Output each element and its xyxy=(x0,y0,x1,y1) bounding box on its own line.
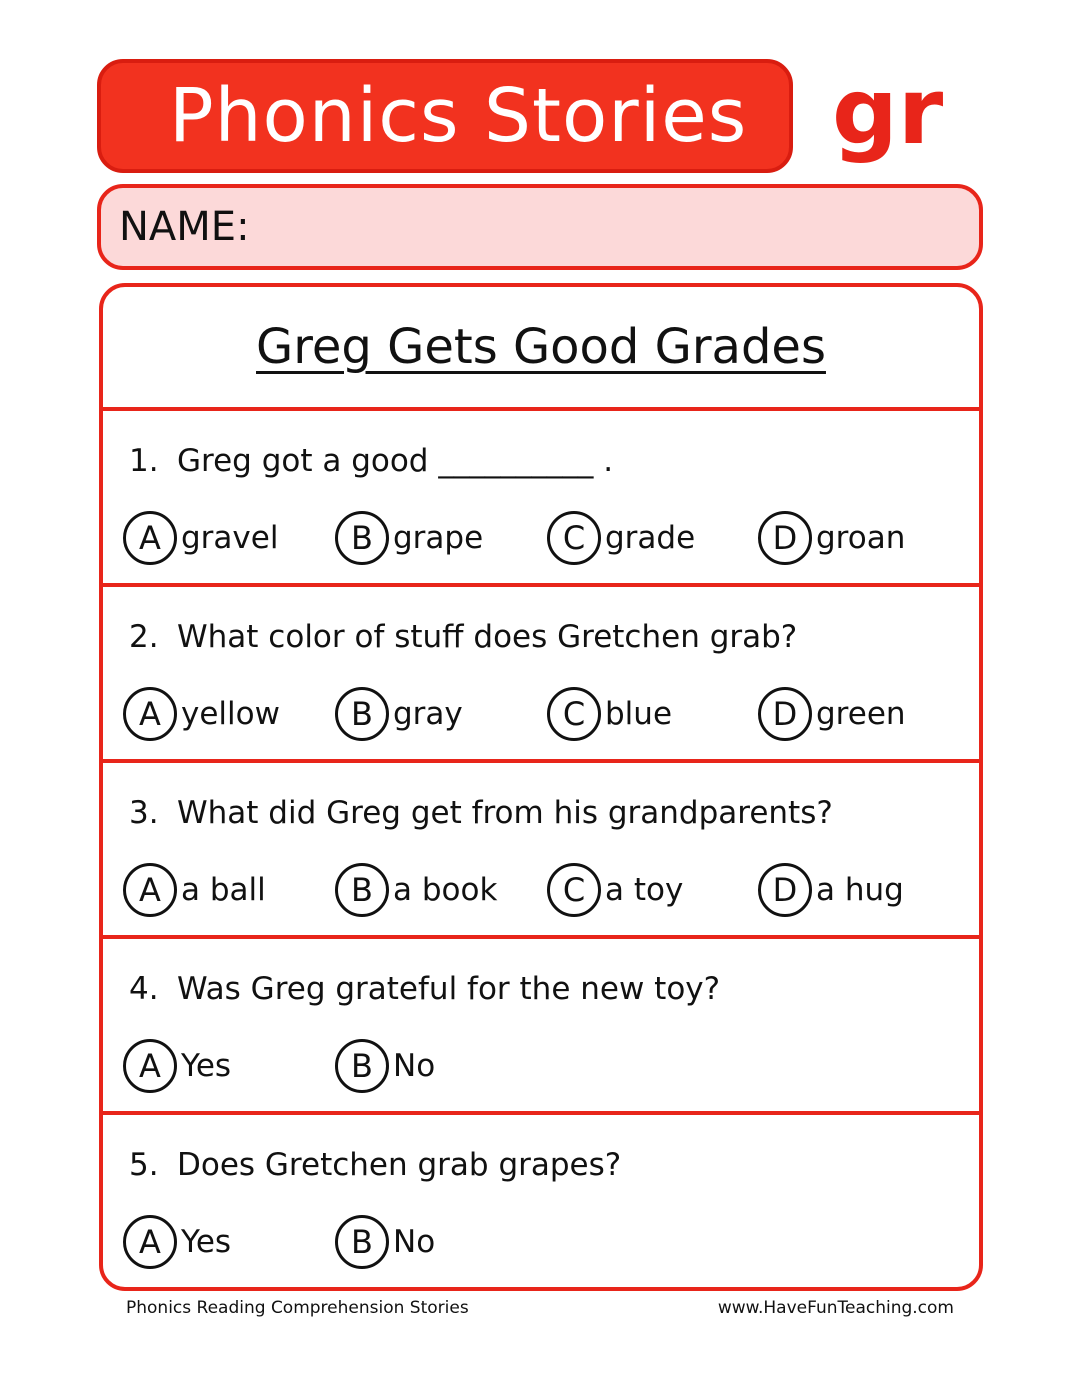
answer-text: gravel xyxy=(181,520,279,556)
title-banner xyxy=(97,59,793,173)
question-number: 4. xyxy=(129,971,159,1007)
answer-text: yellow xyxy=(181,696,280,732)
question-text xyxy=(129,443,613,479)
question-text xyxy=(129,795,833,831)
story-title: Greg Gets Good Grades xyxy=(256,319,826,375)
answer-option-b[interactable] xyxy=(335,687,463,741)
worksheet-title: Phonics Stories xyxy=(169,73,748,159)
answer-text: grade xyxy=(605,520,696,556)
answer-option-c[interactable] xyxy=(547,511,695,565)
answer-text: Yes xyxy=(181,1224,232,1260)
answer-text: groan xyxy=(816,520,906,556)
question-number: 3. xyxy=(129,795,159,831)
answer-text: a book xyxy=(393,872,498,908)
answer-option-a[interactable] xyxy=(123,1215,231,1269)
question-prompt: Does Gretchen grab grapes? xyxy=(177,1147,622,1183)
answer-bubble[interactable]: B xyxy=(335,511,389,565)
answer-bubble[interactable]: C xyxy=(547,511,601,565)
answer-option-a[interactable] xyxy=(123,863,266,917)
question-text xyxy=(129,619,797,655)
answer-bubble[interactable]: C xyxy=(547,687,601,741)
answer-bubble[interactable]: B xyxy=(335,687,389,741)
answer-option-a[interactable] xyxy=(123,1039,231,1093)
name-field[interactable] xyxy=(97,184,983,270)
question-text xyxy=(129,1147,621,1183)
answer-bubble[interactable]: A xyxy=(123,511,177,565)
answer-option-d[interactable] xyxy=(758,863,904,917)
answer-option-b[interactable] xyxy=(335,1039,435,1093)
phonics-blend: gr xyxy=(832,58,944,165)
answer-text: No xyxy=(393,1224,436,1260)
answer-bubble[interactable]: A xyxy=(123,863,177,917)
answer-bubble[interactable]: C xyxy=(547,863,601,917)
answer-bubble[interactable]: B xyxy=(335,1215,389,1269)
answer-bubble[interactable]: D xyxy=(758,863,812,917)
question-4 xyxy=(103,939,979,1115)
question-number: 2. xyxy=(129,619,159,655)
answer-text: a hug xyxy=(816,872,904,908)
question-prompt: What color of stuff does Gretchen grab? xyxy=(177,619,798,655)
answer-option-a[interactable] xyxy=(123,687,280,741)
answer-option-b[interactable] xyxy=(335,511,483,565)
answer-bubble[interactable]: D xyxy=(758,511,812,565)
answer-bubble[interactable]: B xyxy=(335,1039,389,1093)
answer-bubble[interactable]: D xyxy=(758,687,812,741)
footer-website[interactable]: www.HaveFunTeaching.com xyxy=(717,1298,954,1318)
question-card xyxy=(99,283,983,1291)
answer-option-c[interactable] xyxy=(547,687,672,741)
answer-option-b[interactable] xyxy=(335,863,497,917)
answer-text: a ball xyxy=(181,872,266,908)
answer-bubble[interactable]: A xyxy=(123,687,177,741)
question-prompt: Greg got a good __________ . xyxy=(177,443,614,479)
answer-option-a[interactable] xyxy=(123,511,278,565)
question-prompt: What did Greg get from his grandparents? xyxy=(177,795,833,831)
answer-bubble[interactable]: A xyxy=(123,1039,177,1093)
answer-option-d[interactable] xyxy=(758,687,906,741)
story-title-box xyxy=(103,287,979,411)
question-prompt: Was Greg grateful for the new toy? xyxy=(177,971,721,1007)
answer-text: a toy xyxy=(605,872,684,908)
answer-option-c[interactable] xyxy=(547,863,683,917)
question-number: 1. xyxy=(129,443,159,479)
answer-text: gray xyxy=(393,696,463,732)
question-text xyxy=(129,971,720,1007)
question-2 xyxy=(103,587,979,763)
footer-series-label: Phonics Reading Comprehension Stories xyxy=(126,1298,469,1318)
question-5 xyxy=(103,1115,979,1291)
answer-text: green xyxy=(816,696,906,732)
answer-text: grape xyxy=(393,520,484,556)
answer-text: Yes xyxy=(181,1048,232,1084)
answer-text: No xyxy=(393,1048,436,1084)
answer-text: blue xyxy=(605,696,673,732)
answer-bubble[interactable]: B xyxy=(335,863,389,917)
name-label: NAME: xyxy=(119,204,250,250)
question-3 xyxy=(103,763,979,939)
answer-option-b[interactable] xyxy=(335,1215,435,1269)
answer-bubble[interactable]: A xyxy=(123,1215,177,1269)
question-number: 5. xyxy=(129,1147,159,1183)
answer-option-d[interactable] xyxy=(758,511,905,565)
question-1 xyxy=(103,411,979,587)
